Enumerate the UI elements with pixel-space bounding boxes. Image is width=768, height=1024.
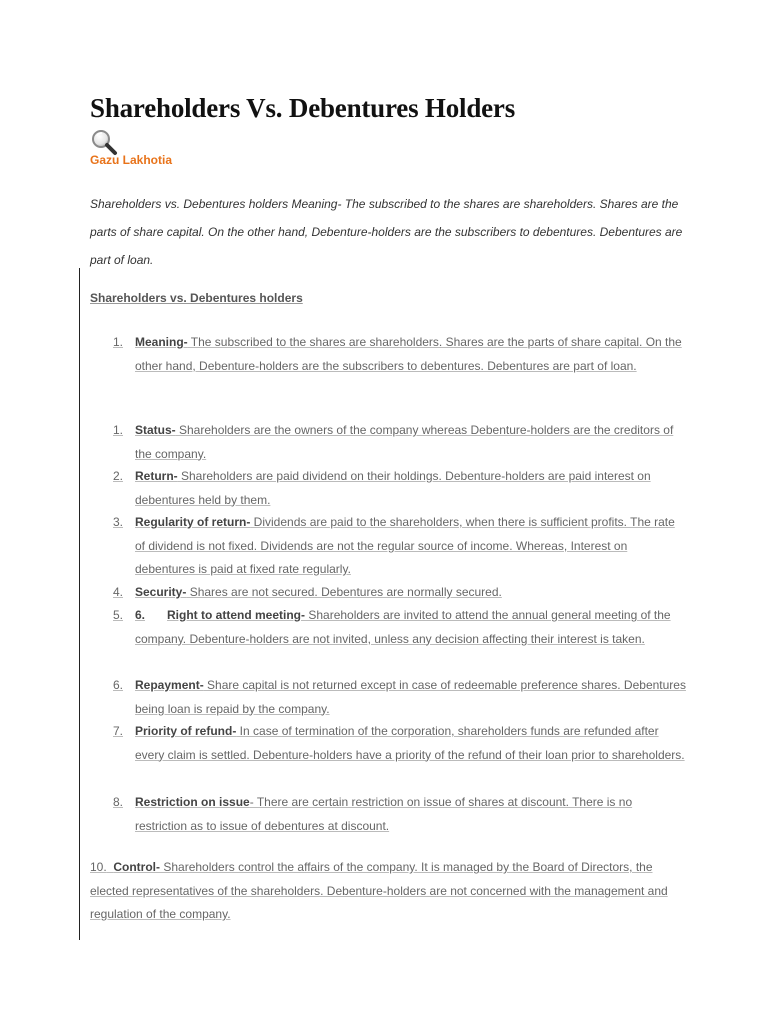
list-number: 2. (113, 469, 124, 483)
control-label: Control- (113, 860, 161, 874)
list-item (90, 604, 690, 651)
point-text: - There are certain restriction on issue of shares at discount. There is no restriction as to issue of debentures at discount. (135, 795, 633, 833)
point-text: Dividends are paid to the shareholders, when there is sufficient profits. The rate of dividend is not fixed. Dividends are not the regular source of income. Whereas, Interest on debentures is paid at fixed rate regularly. (135, 515, 675, 576)
point-text: Shareholders are the owners of the company whereas Debenture-holders are the creditors of the company. (135, 423, 674, 461)
list-number: 3. (113, 515, 124, 529)
list-number: 1. (113, 335, 124, 349)
list-number: 7. (113, 724, 124, 738)
point-text: Shares are not secured. Debentures are normally secured. (186, 585, 502, 599)
point-label: Right to attend meeting- (167, 608, 306, 622)
section-heading: Shareholders vs. Debentures holders (90, 291, 303, 305)
page-title: Shareholders Vs. Debentures Holders (90, 93, 516, 123)
list-item (90, 791, 690, 838)
point-label: Repayment- (135, 678, 204, 692)
point-text: Share capital is not returned except in case of redeemable preference shares. Debentures being loan is repaid by the company. (135, 678, 686, 716)
point-label: Restriction on issue (135, 795, 250, 809)
point-text: The subscribed to the shares are shareholders. Shares are the parts of share capital. On the other hand, Debenture-holders are the subscribers to debentures. Debentures are part of loan. (135, 335, 682, 373)
point-text: Shareholders are paid dividend on their holdings. Debenture-holders are paid interest on debentures held by them. (135, 469, 651, 507)
control-text: Shareholders control the affairs of the company. It is managed by the Board of Directors, the elected representatives of the shareholders. Debenture-holders are not concerned with the management and regulation of the company. (90, 860, 668, 921)
list-number: 5. (113, 608, 124, 622)
magnifier-icon (90, 128, 118, 156)
control-number: 10. (90, 860, 107, 874)
list-item (90, 511, 690, 582)
list-number: 8. (113, 795, 124, 809)
point-label: Return- (135, 469, 178, 483)
point-text: Shareholders are invited to attend the annual general meeting of the company. Debenture-holders are not invited, unless any decision affecting their interest is taken. (135, 608, 671, 646)
list-number: 1. (113, 423, 124, 437)
list-item (90, 419, 690, 466)
point-label: Priority of refund- (135, 724, 237, 738)
point-label: Regularity of return- (135, 515, 251, 529)
point-label: Status- (135, 423, 176, 437)
left-margin-rule (79, 268, 80, 940)
point-label: Meaning- (135, 335, 188, 349)
list-item (90, 581, 690, 605)
list-number: 4. (113, 585, 124, 599)
author-name[interactable]: Gazu Lakhotia (90, 153, 173, 167)
intro-paragraph: Shareholders vs. Debentures holders Meaning- The subscribed to the shares are shareholders. Shares are the parts of share capital. On the other hand, Debenture-holders are the subscribers to debentures. Debentures are part of loan. (90, 197, 683, 267)
list-item (90, 331, 690, 378)
list-number: 6. (113, 678, 124, 692)
point-prefix: 6. (135, 608, 146, 622)
point-text: In case of termination of the corporation, shareholders funds are refunded after every claim is settled. Debenture-holders have a priority of the refund of their loan prior to shareholders. (135, 724, 685, 762)
point-label: Security- (135, 585, 187, 599)
list-item (90, 674, 690, 721)
list-item (90, 720, 690, 767)
list-item (90, 465, 690, 512)
control-paragraph (90, 856, 680, 927)
